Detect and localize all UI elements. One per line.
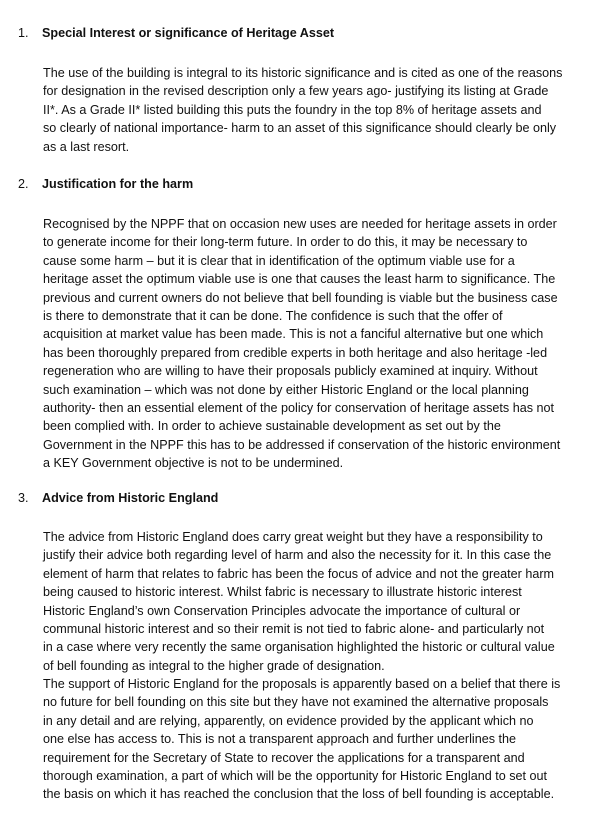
section-2-heading <box>18 175 193 193</box>
section-2-number: 2. <box>18 177 29 191</box>
section-1-heading <box>18 24 334 42</box>
section-2-title: Justification for the harm <box>42 177 194 191</box>
section-3-number: 3. <box>18 491 29 505</box>
section-3-heading <box>18 489 218 507</box>
section-3-title: Advice from Historic England <box>42 491 219 505</box>
section-3-paragraph-1: The advice from Historic England does carry great weight but they have a responsibility to justify their advice both regarding level of harm and also the necessity for it. In this case the element of harm that relates to fabric has been the focus of advice and not the greater harm being caused to historic interest. Whilst fabric is necessary to illustrate historic interest Historic England’s own Conservation Principles advocate the importance of cultural or communal historic interest and so their remit is not tied to fabric alone- and particularly not in a case where very recently the same organisation highlighted the historic or cultural value of bell founding as integral to the higher grade of designation. <box>43 530 555 673</box>
section-3-paragraph-2: The support of Historic England for the proposals is apparently based on a belief that there is no future for bell founding on this site but they have not examined the alternative proposals in any detail and are relying, apparently, on evidence provided by the applicant which no one else has access to. This is not a transparent approach and further underlines the requirement for the Secretary of State to recover the applications for a transparent and thorough examination, a part of which will be the opportunity for Historic England to set out the basis on which it has reached the conclusion that the loss of bell founding is acceptable. <box>43 677 561 802</box>
section-1-number: 1. <box>18 26 29 40</box>
section-2-paragraph: Recognised by the NPPF that on occasion new uses are needed for heritage assets in order to generate income for their long-term future. In order to do this, it may be necessary to cause some harm – but it is clear that in identification of the optimum viable use for a heritage asset the optimum viable use is one that causes the least harm to significance. The previous and current owners do not believe that bell founding is viable but the business case is there to demonstrate that it can be done. The confidence is such that the offer of acquisition at market value has been made. This is not a fanciful alternative but one which has been thoroughly prepared from credible experts in both heritage and also heritage -led regeneration who are willing to have their proposals publicly examined at inquiry. Without such examination – which was not done by either Historic England or the local planning authority- then an essential element of the policy for conservation of heritage assets has not been complied with. In order to achieve sustainable development as set out by the Government in the NPPF this has to be addressed if conservation of the historic environment a KEY Government objective is not to be undermined. <box>43 217 561 471</box>
section-1-paragraph: The use of the building is integral to its historic significance and is cited as one of the reasons for designation in the revised description only a few years ago- justifying its listing at Grade II*. As a Grade II* listed building this puts the foundry in the top 8% of heritage assets and so clearly of national importance- harm to an asset of this significance should clearly be only as a last resort. <box>43 66 563 154</box>
section-1-title: Special Interest or significance of Heritage Asset <box>42 26 335 40</box>
